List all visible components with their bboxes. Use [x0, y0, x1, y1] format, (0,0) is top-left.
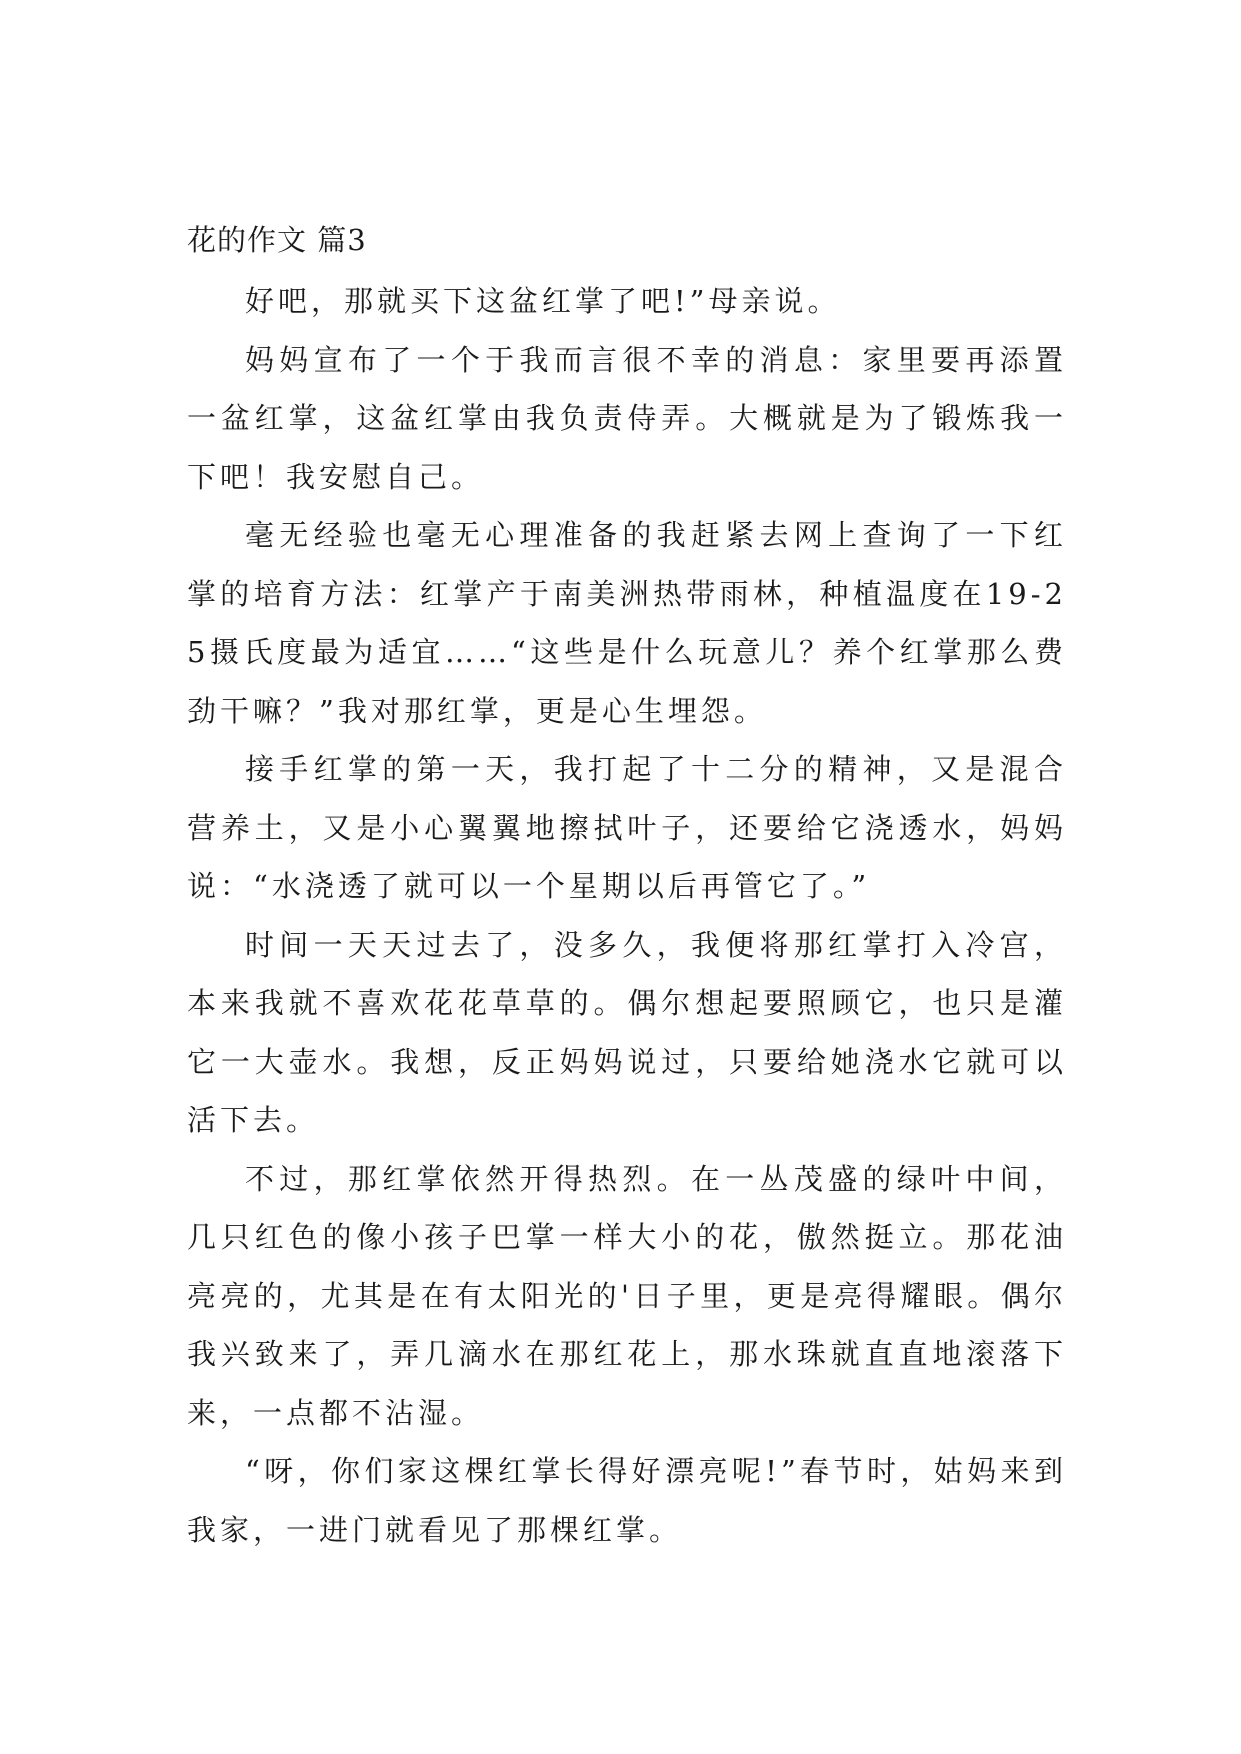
paragraph-4: 接手红掌的第一天，我打起了十二分的精神，又是混合营养土，又是小心翼翼地擦拭叶子，还要给它浇透水，妈妈说：“水浇透了就可以一个星期以后再管它了。” [187, 752, 1067, 903]
paragraph-3: 毫无经验也毫无心理准备的我赶紧去网上查询了一下红掌的培育方法：红掌产于南美洲热带雨林，种植温度在19-25摄氏度最为适宜……“这些是什么玩意儿？养个红掌那么费劲干嘛？”我对那红掌，更是心生埋怨。 [187, 518, 1067, 728]
paragraph-5: 时间一天天过去了，没多久，我便将那红掌打入冷宫，本来我就不喜欢花花草草的。偶尔想起要照顾它，也只是灌它一大壶水。我想，反正妈妈说过，只要给她浇水它就可以活下去。 [187, 927, 1067, 1137]
document-body [187, 272, 1067, 1559]
paragraph-1: 好吧，那就买下这盆红掌了吧!”母亲说。 [245, 284, 841, 318]
paragraph-6: 不过，那红掌依然开得热烈。在一丛茂盛的绿叶中间，几只红色的像小孩子巴掌一样大小的花，傲然挺立。那花油亮亮的，尤其是在有太阳光的'日子里，更是亮得耀眼。偶尔我兴致来了，弄几滴水在那红花上，那水珠就直直地滚落下来，一点都不沾湿。 [187, 1161, 1067, 1430]
document-title: 花的作文 篇3 [187, 223, 367, 257]
paragraph-7: “呀，你们家这棵红掌长得好漂亮呢!”春节时，姑妈来到我家，一进门就看见了那棵红掌。 [187, 1454, 1067, 1547]
paragraph-2: 妈妈宣布了一个于我而言很不幸的消息：家里要再添置一盆红掌，这盆红掌由我负责侍弄。大概就是为了锻炼我一下吧！我安慰自己。 [187, 342, 1067, 494]
